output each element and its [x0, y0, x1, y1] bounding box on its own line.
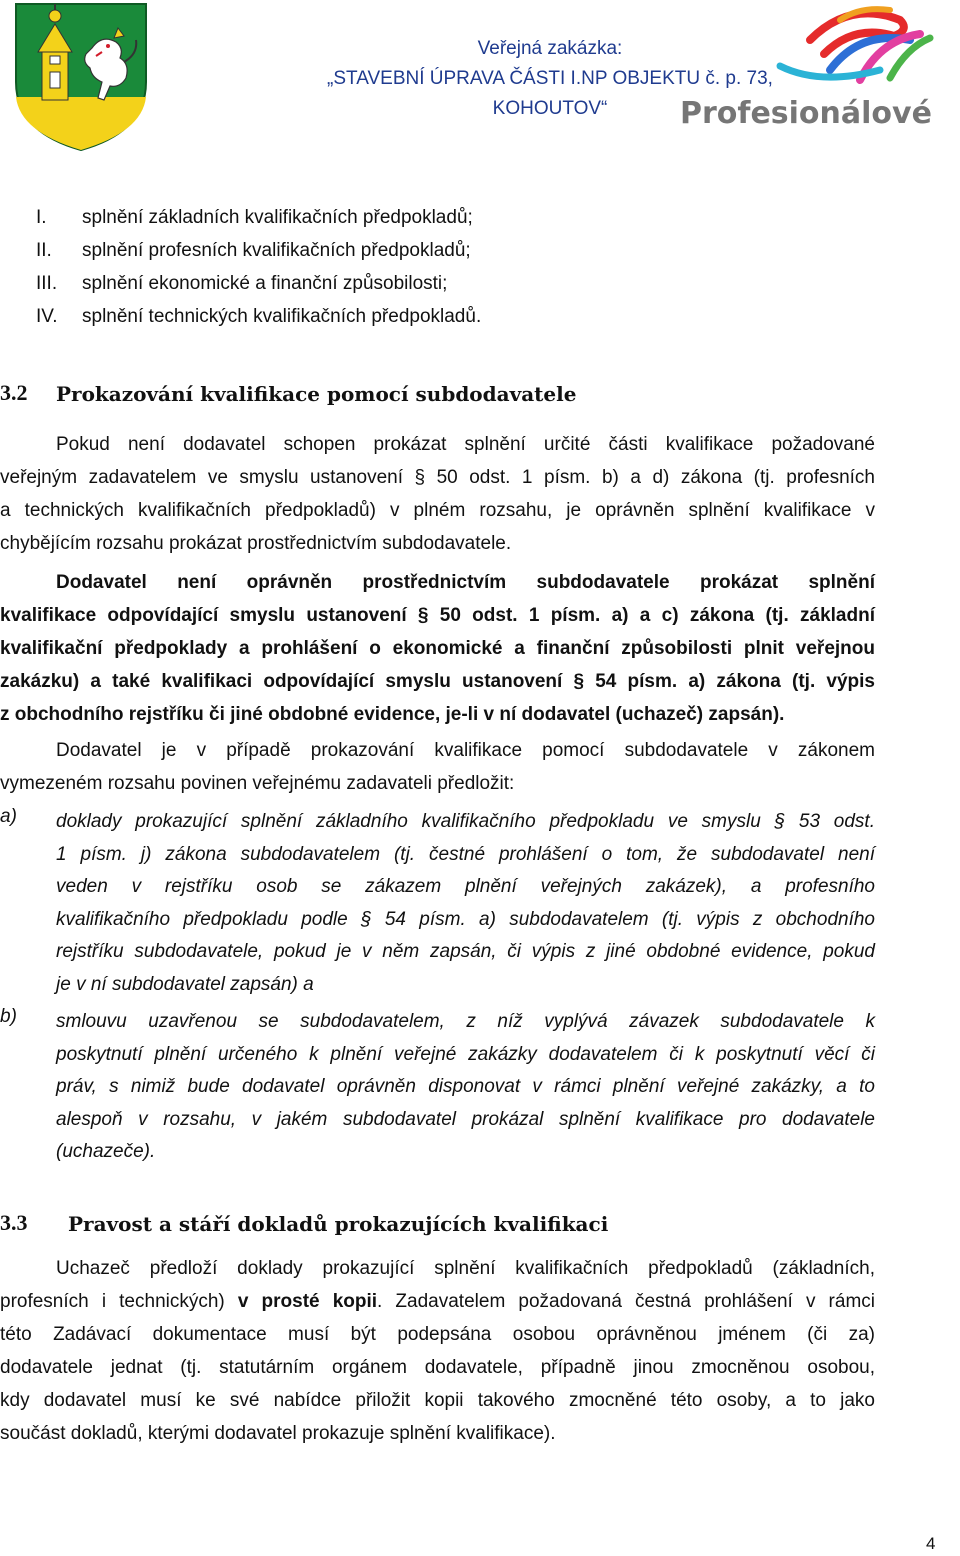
item-line: alespoň v rozsahu, v jakém subdodavatel prokázal splnění kvalifikace pro dodavatele [56, 1108, 875, 1130]
list-item-text: splnění ekonomické a finanční způsobilosti; [82, 273, 448, 294]
item-line: (uchazeče). [56, 1141, 156, 1162]
section-3-2-number: 3.2 [0, 380, 28, 405]
list-item-number: II. [36, 240, 52, 261]
paragraph-subcontractor-allowed [0, 428, 875, 560]
list-item-text: splnění základních kvalifikačních předpokladů; [82, 207, 473, 228]
item-line: smlouvu uzavřenou se subdodavatelem, z níž vyplývá závazek subdodavatele k [56, 1011, 875, 1032]
item-line: kvalifikačního předpokladu podle § 54 písm. a) subdodavatelem (tj. výpis z obchodního [56, 908, 875, 930]
paragraph-line: z obchodního rejstříku či jiné obdobné evidence, je-li v ní dodavatel (uchazeč) zapsán). [0, 704, 785, 725]
paragraph-line: Uchazeč předloží doklady prokazující splnění kvalifikačních předpokladů (základních, [56, 1258, 875, 1279]
paragraph-line: dodavatele jednat (tj. statutárním orgánem dodavatele, případně jinou zmocněnou osobou, [0, 1357, 875, 1378]
item-label-a: a) [0, 806, 17, 827]
header-line-tender: Veřejná zakázka: [477, 38, 623, 59]
bold-phrase: v prosté kopii [237, 1291, 378, 1312]
list-item-text: splnění profesních kvalifikačních předpokladů; [82, 240, 471, 261]
paragraph-line: chybějícím rozsahu prokázat prostřednictvím subdodavatele. [0, 533, 512, 554]
list-item-number: III. [36, 273, 58, 294]
paragraph-line: kvalifikace odpovídající smyslu ustanovení § 50 odst. 1 písm. a) a c) zákona (tj. základní [0, 605, 875, 626]
paragraph-line: kdy dodavatel musí ke své nabídce přiložit kopii takového zmocněné této osoby, a to jako [0, 1390, 875, 1411]
paragraph-line: Dodavatel není oprávněn prostřednictvím subdodavatele prokázat splnění [56, 572, 875, 593]
section-3-2-title: Prokazování kvalifikace pomocí subdodavatele [56, 382, 577, 406]
item-text-b [56, 1006, 875, 1169]
list-item-text: splnění technických kvalifikačních předpokladů. [82, 306, 482, 327]
brand-logo [660, 0, 952, 140]
page-number: 4 [926, 1534, 936, 1553]
item-line: rejstříku subdodavatele, pokud je v něm zapsán, či výpis z jiné obdobné evidence, pokud [56, 941, 875, 962]
paragraph-line: vymezeném rozsahu povinen veřejnému zadavateli předložit: [0, 773, 515, 794]
paragraph-line: Dodavatel je v případě prokazování kvalifikace pomocí subdodavatele v zákonem [56, 740, 875, 761]
item-text-a [56, 806, 875, 1001]
paragraph-line: Pokud není dodavatel schopen prokázat splnění určité části kvalifikace požadované [56, 434, 875, 455]
list-item-number: I. [36, 207, 47, 228]
item-line: poskytnutí plnění určeného k plnění veřejné zakázky dodavatelem či k poskytnutí věcí či [56, 1043, 875, 1065]
item-line: je v ní subdodavatel zapsán) a [56, 973, 314, 995]
paragraph-required-documents-intro [0, 734, 875, 800]
item-line: práv, s nimiž bude dodavatel oprávněn disponovat v rámci plnění veřejné zakázky, a to [56, 1076, 875, 1097]
item-label-b: b) [0, 1006, 17, 1027]
paragraph-line: zakázku) a také kvalifikaci odpovídající smyslu ustanovení § 54 písm. a) zákona (tj. výpis [0, 671, 875, 692]
paragraph-line-with-bold: profesních i technických) v prosté kopii. Zadavatelem požadovaná čestná prohlášení v rámci [0, 1291, 875, 1312]
paragraph-line: součást dokladů, kterými dodavatel prokazuje splnění kvalifikace). [0, 1423, 556, 1444]
municipal-crest-logo [14, 2, 148, 152]
paragraph-line: a technických kvalifikačních předpokladů) v plném rozsahu, je oprávněn splnění kvalifikace v [0, 500, 875, 521]
section-3-3-number: 3.3 [0, 1210, 28, 1235]
paragraph-line: kvalifikační předpoklady a prohlášení o ekonomické a finanční způsobilosti plnit veřejnou [0, 638, 875, 659]
paragraph-document-validity [0, 1252, 875, 1450]
section-3-3-title: Pravost a stáří dokladů prokazujících kvalifikaci [68, 1212, 609, 1236]
paragraph-line: veřejným zadavatelem ve smyslu ustanovení § 50 odst. 1 písm. b) a d) zákona (tj. profesních [0, 467, 875, 488]
header-line-project: „STAVEBNÍ ÚPRAVA ČÁSTI I.NP OBJEKTU č. p. 73, KOHOUTOV“ [327, 68, 773, 119]
paragraph-line: této Zadávací dokumentace musí být podepsána osobou oprávněnou jménem (či za) [0, 1324, 875, 1345]
item-line: veden v rejstříku osob se zákazem plnění veřejných zakázek), a profesního [56, 876, 875, 897]
item-line: 1 písm. j) zákona subdodavatelem (tj. čestné prohlášení o tom, že subdodavatel není [56, 843, 875, 865]
item-line: doklady prokazující splnění základního kvalifikačního předpokladu ve smyslu § 53 odst. [56, 811, 875, 832]
list-item-number: IV. [36, 306, 58, 327]
brand-name: Profesionálové [680, 96, 932, 131]
paragraph-subcontractor-not-allowed [0, 566, 875, 731]
